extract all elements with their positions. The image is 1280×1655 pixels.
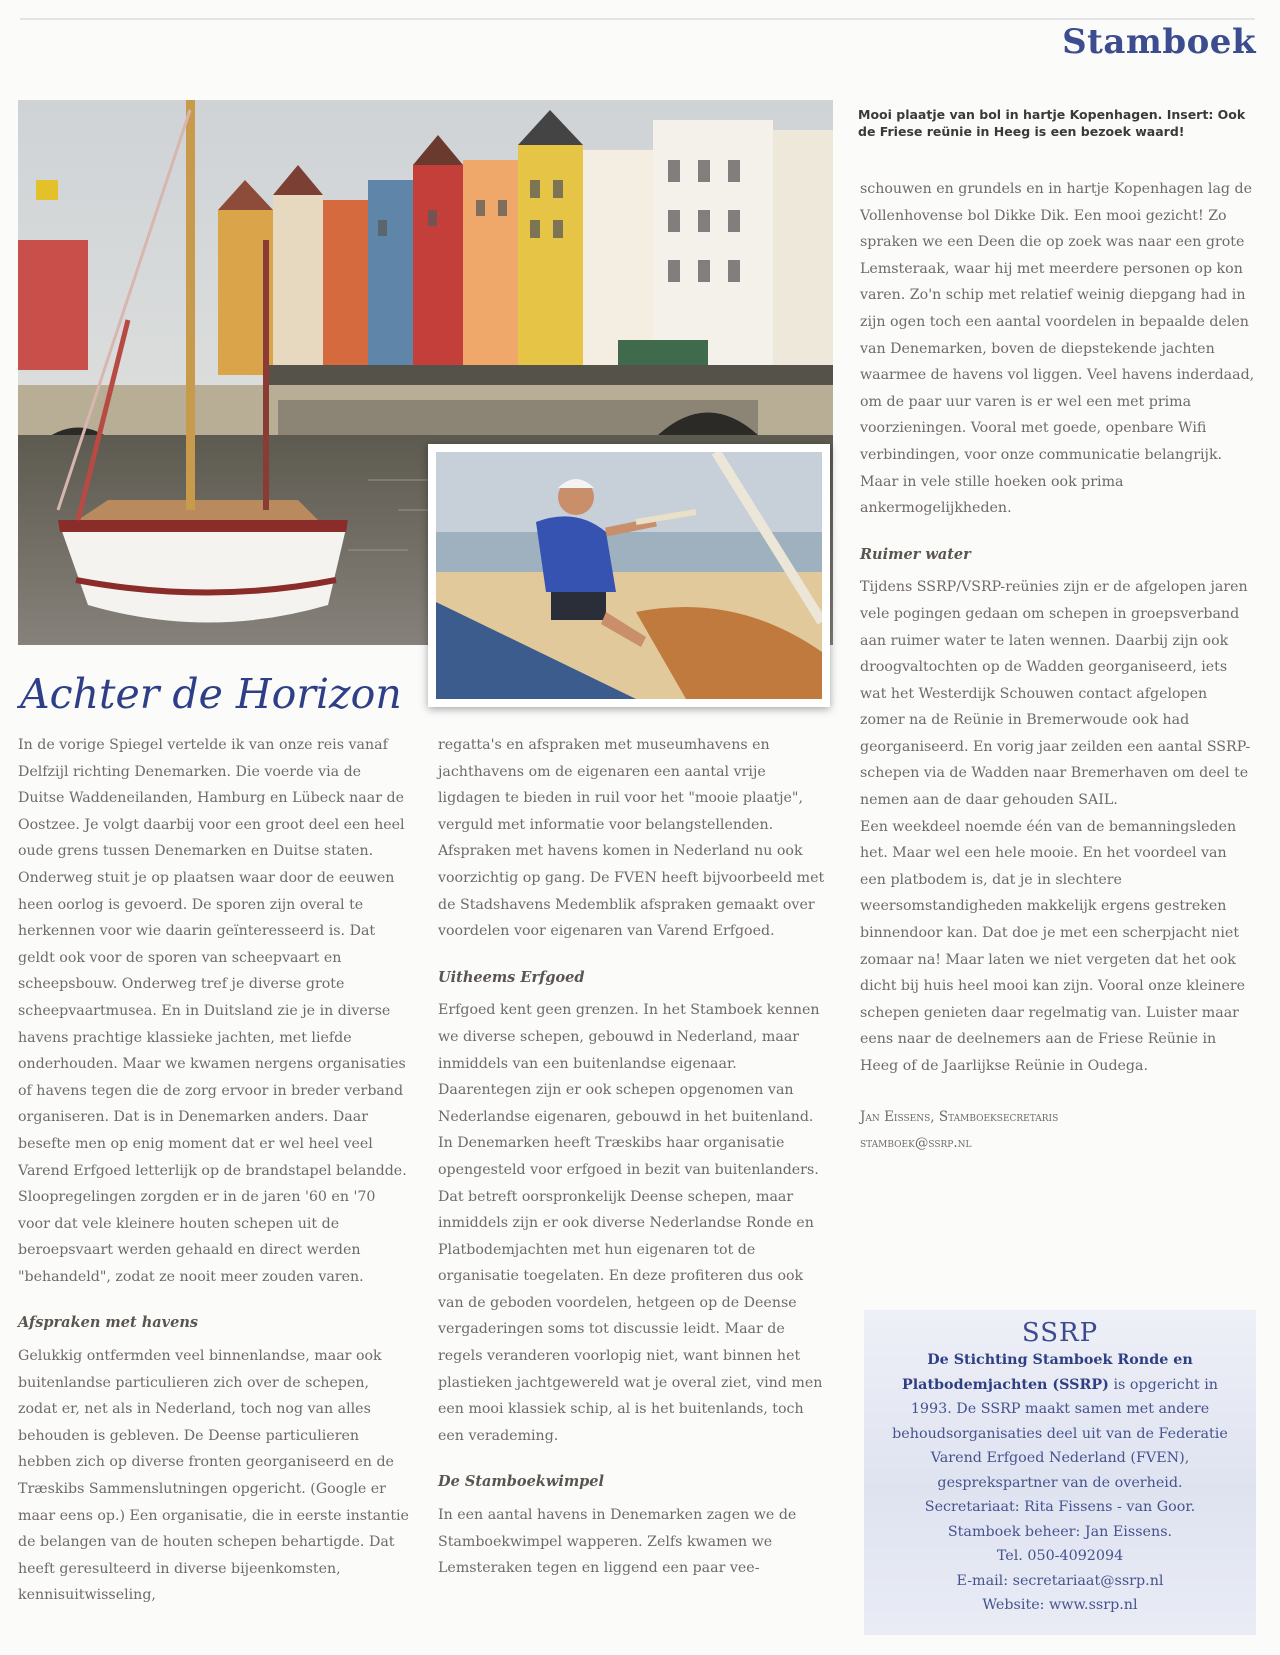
paragraph: Gelukkig ontfermden veel binnenlandse, maar ook buitenlandse particulieren zich over de schepen, zodat er, net als in Nederland, toch nog van alles behouden is gebleven. De Deense particulieren hebben zich op diverse fronten georganiseerd en de Træskibs Sammenslutningen opgericht. (Google er maar eens op.) Een organisatie, die in eerste instantie de belangen van de houten schepen behartigde. Dat heeft geresulteerd in diverse bijeenkomsten, kennisuitwisseling,	[18, 1348, 409, 1604]
subheading: Ruimer water	[860, 545, 971, 563]
paragraph: Tijdens SSRP/VSRP-reünies zijn er de afgelopen jaren vele pogingen gedaan om schepen in groepsverband aan ruimer water te laten wennen. Daarbij zijn ook droogvaltochten op de Wadden georganiseerd, iets wat het Westerdijk Schouwen contact afgelopen zomer na de Reünie in Bremerwoude ook had georganiseerd. En vorig jaar zeilden een aantal SSRP-schepen via de Wadden naar Bremerhaven om deel te nemen aan de daar gehouden SAIL.	[860, 579, 1251, 809]
author-name: Jan Eissens, Stamboeksecretaris	[860, 1108, 1059, 1125]
ssrp-stamboek: Stamboek beheer: Jan Eissens.	[947, 1523, 1173, 1540]
subheading: De Stamboekwimpel	[438, 1473, 605, 1491]
section-title: Stamboek	[1062, 22, 1256, 62]
subheading: Afspraken met havens	[18, 1314, 199, 1332]
ssrp-description	[864, 1348, 1256, 1495]
article-column-3	[860, 176, 1256, 1156]
ssrp-org-name: De Stichting Stamboek Ronde en Platbodemjachten (SSRP)	[902, 1352, 1193, 1393]
paragraph: Een weekdeel noemde één van de bemanningsleden het. Maar wel een hele mooie. En het voordeel van een platbodem is, dat je in slechtere weersomstandigheden makkelijk ergens gestreken binnendoor kan. Dat doe je met een scherpjacht niet zomaar na! Maar laten we niet vergeten dat het ook dicht bij huis heel mooi kan zijn. Vooral onze kleinere schepen genieten daar regelmatig van. Luister maar eens naar de deelnemers aan de Friese Reünie in Heeg of de Jaarlijkse Reünie in Oudega.	[860, 818, 1246, 1074]
photo-caption: Mooi plaatje van bol in hartje Kopenhagen. Insert: Ook de Friese reünie in Heeg is een bezoek waard!	[858, 107, 1246, 139]
ssrp-info-box	[864, 1310, 1256, 1635]
sailor-photo-illustration	[436, 452, 822, 699]
ssrp-phone: Tel. 050-4092094	[996, 1548, 1124, 1564]
paragraph: schouwen en grundels en in hartje Kopenhagen lag de Vollenhovense bol Dikke Dik. Een mooi gezicht! Zo spraken we een Deen die op zoek was naar een grote Lemsteraak, waar hij met meerdere personen op kon varen. Zo'n schip met relatief weinig diepgang had in zijn ogen toch een aantal voordelen in bepaalde delen van Denemarken, boven de diepstekende jachten waarmee de havens vol liggen. Veel havens inderdaad, om de paar uur varen is er wel een met prima voorzieningen. Vooral met goede, openbare Wifi verbindingen, voor onze communicatie belangrijk. Maar in vele stille hoeken ook prima ankermogelijkheden.	[860, 181, 1255, 517]
ssrp-secretariaat: Secretariaat: Rita Fissens - van Goor.	[924, 1499, 1196, 1515]
ssrp-website[interactable]: Website: www.ssrp.nl	[982, 1597, 1138, 1613]
article-column-1	[18, 732, 410, 1609]
ssrp-about: is opgericht in 1993. De SSRP maakt samen met andere behoudsorganisaties deel uit van de Federatie Varend Erfgoed Nederland (FVEN), gesprekspartner van de overheid.	[892, 1376, 1228, 1491]
article-column-2	[438, 732, 832, 1582]
header-rule	[20, 18, 1255, 20]
ssrp-email[interactable]: E-mail: secretariaat@ssrp.nl	[956, 1572, 1164, 1589]
paragraph: regatta's en afspraken met museumhavens en jachthavens om de eigenaren een aantal vrije ligdagen te bieden in ruil voor het "mooie plaatje", verguld met informatie voor belangstellenden. Afspraken met havens komen in Nederland nu ook voorzichtig op gang. De FVEN heeft bijvoorbeeld met de Stadshavens Medemblik afspraken gemaakt over voordelen voor eigenaren van Varend Erfgoed.	[438, 737, 825, 940]
ssrp-title: SSRP	[1021, 1318, 1099, 1348]
article-headline: Achter de Horizon	[20, 670, 402, 718]
author-email: stamboek@ssrp.nl	[860, 1134, 972, 1151]
inset-photo	[428, 444, 830, 707]
paragraph: In een aantal havens in Denemarken zagen we de Stamboekwimpel wapperen. Zelfs kwamen we Lemsteraken tegen en liggend een paar vee-	[438, 1507, 797, 1577]
paragraph: In de vorige Spiegel vertelde ik van onze reis vanaf Delfzijl richting Denemarken. Die voerde via de Duitse Waddeneilanden, Hamburg en Lübeck naar de Oostzee. Je volgt daarbij voor een groot deel een heel oude grens tussen Denemarken en Duitse staten. Onderweg stuit je op plaatsen waar door de eeuwen heen oorlog is gevoerd. De sporen zijn overal te herkennen voor wie daarin geïnteresseerd is. Dat geldt ook voor de sporen van scheepvaart en scheepsbouw. Onderweg tref je diverse grote scheepvaartmusea. En in Duitsland zie je in diverse havens prachtige klassieke jachten, met liefde onderhouden. Maar we kwamen nergens organisaties of havens tegen die de zorg ervoor in breder verband organiseren. Dat is in Denemarken anders. Daar besefte men op enig moment dat er wel heel veel Varend Erfgoed letterlijk op de brandstapel belandde. Sloopregelingen zorgden er in de jaren '60 en '70 voor dat vele kleinere houten schepen uit de beroepsvaart werden gehaald en direct werden "behandeld", zodat ze nooit meer zouden varen.	[18, 737, 407, 1285]
subheading: Uitheems Erfgoed	[438, 968, 585, 986]
paragraph: Erfgoed kent geen grenzen. In het Stamboek kennen we diverse schepen, gebouwd in Nederland, maar inmiddels van een buitenlandse eigenaar. Daarentegen zijn er ook schepen opgenomen van Nederlandse eigenaren, gebouwd in het buitenland. In Denemarken heeft Træskibs haar organisatie opengesteld voor erfgoed in bezit van buitenlanders. Dat betreft oorspronkelijk Deense schepen, maar inmiddels zijn er ook diverse Nederlandse Ronde en Platbodemjachten met hun eigenaren tot de organisatie toegelaten. En deze profiteren dus ook van de geboden voordelen, hetgeen op de Deense vergaderingen soms tot discussie leidt. Maar de regels veranderen voorlopig niet, want binnen het plastieken jachtgewereld wat je overal ziet, vind men een mooi klassiek schip, al is het buitenlands, toch een verademing.	[438, 1002, 823, 1444]
author-signature	[860, 1104, 1256, 1156]
